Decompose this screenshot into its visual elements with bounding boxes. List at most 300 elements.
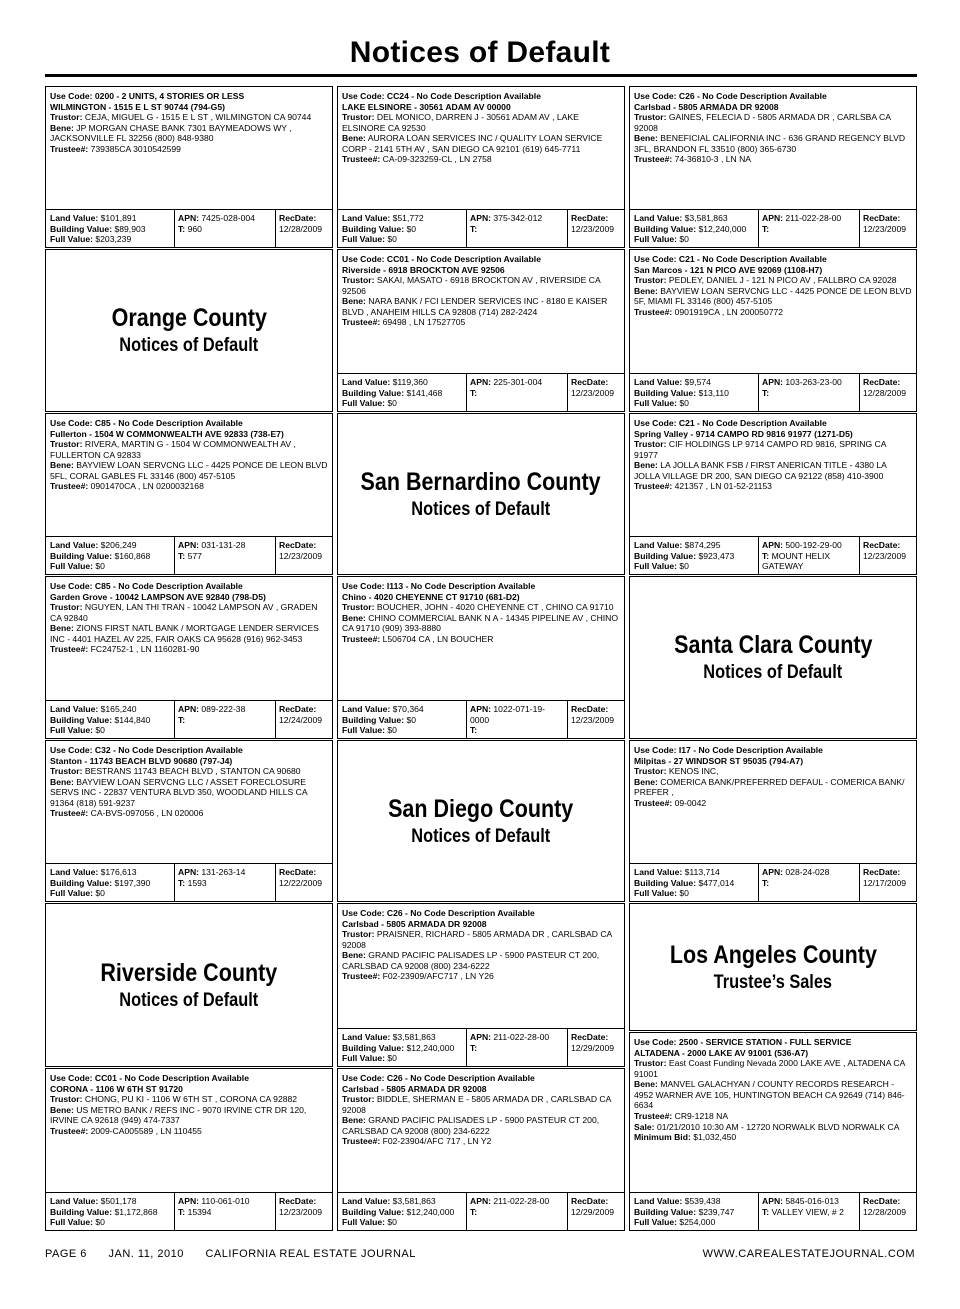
trustor-line bbox=[634, 112, 912, 133]
recdate-cell bbox=[568, 210, 624, 247]
recdate-cell bbox=[860, 1193, 916, 1230]
county-subtitle: Notices of Default bbox=[411, 498, 551, 520]
t-label: T: bbox=[470, 387, 478, 398]
apn-value: 225-301-004 bbox=[493, 377, 543, 387]
bene-line bbox=[50, 460, 328, 481]
record-card bbox=[337, 1068, 625, 1231]
title-rule bbox=[45, 74, 917, 77]
recdate-label: RecDate: bbox=[279, 867, 317, 877]
values-cell bbox=[338, 210, 467, 247]
land-value-label: Land Value: bbox=[342, 1196, 391, 1206]
apn-value: 211-022-28-00 bbox=[493, 1032, 550, 1042]
recdate-value: 12/24/2009 bbox=[279, 714, 323, 725]
trustee-line bbox=[634, 154, 912, 165]
t-label: T: bbox=[762, 1206, 770, 1217]
recdate-value: 12/17/2009 bbox=[863, 877, 907, 888]
county-name: San Bernardino County bbox=[360, 467, 602, 496]
bene-value: GRAND PACIFIC PALISADES LP - 5900 PASTEUR CT 200, CARLSBAD CA 92008 (800) 234-6222 bbox=[342, 950, 600, 971]
apn-value: 131-263-14 bbox=[201, 867, 246, 877]
county-header-san-diego bbox=[337, 740, 625, 902]
apn-label: APN: bbox=[178, 540, 200, 550]
land-value: $51,772 bbox=[392, 213, 424, 223]
recdate-value: 12/23/2009 bbox=[279, 550, 323, 561]
bene-line bbox=[634, 777, 912, 798]
full-value-label: Full Value: bbox=[50, 561, 93, 572]
land-value: $3,581,863 bbox=[392, 1032, 436, 1042]
building-value-label: Building Value: bbox=[342, 223, 405, 234]
building-value: $923,473 bbox=[698, 550, 735, 561]
trustee-label: Trustee#: bbox=[50, 143, 89, 154]
record-details bbox=[630, 1033, 916, 1192]
recdate-label: RecDate: bbox=[571, 1032, 609, 1042]
apn-value: 7425-028-004 bbox=[201, 213, 255, 223]
full-value: $0 bbox=[95, 1217, 105, 1228]
use-code: Use Code: I17 - No Code Description Available bbox=[634, 745, 823, 755]
t-label: T: bbox=[178, 223, 186, 234]
bene-value: BAYVIEW LOAN SERVCNG LLC / ASSET FORECLOSURE SERVS INC - 22837 VENTURA BLVD 350, WOODLAND HILLS CA 91364 (818) 591-9237 bbox=[50, 776, 308, 808]
t-value: MOUNT HELIX GATEWAY bbox=[762, 550, 831, 572]
trustor-value: RIVERA, MARTIN G - 1504 W COMMONWEALTH AV , FULLERTON CA 92833 bbox=[50, 439, 296, 460]
apn-label: APN: bbox=[178, 213, 200, 223]
record-card bbox=[337, 576, 625, 739]
bene-label: Bene: bbox=[342, 950, 366, 961]
building-value-label: Building Value: bbox=[342, 387, 405, 398]
apn-cell bbox=[467, 701, 568, 738]
record-card bbox=[629, 740, 917, 902]
property-address: Carlsbad - 5805 ARMADA DR 92008 bbox=[342, 918, 487, 929]
recdate-label: RecDate: bbox=[571, 377, 609, 387]
building-value-label: Building Value: bbox=[342, 1206, 405, 1217]
apn-cell bbox=[467, 210, 568, 247]
apn-cell bbox=[175, 864, 276, 901]
land-value-label: Land Value: bbox=[50, 540, 99, 550]
trustee-value: 69498 , LN 17527705 bbox=[382, 317, 466, 328]
bene-label: Bene: bbox=[50, 460, 74, 471]
page-number: PAGE 6 bbox=[45, 1248, 87, 1260]
apn-cell bbox=[759, 374, 860, 411]
t-label: T: bbox=[762, 387, 770, 398]
property-address: Carlsbad - 5805 ARMADA DR 92008 bbox=[342, 1083, 487, 1094]
full-value: $0 bbox=[387, 398, 397, 409]
t-label: T: bbox=[470, 223, 478, 234]
recdate-value: 12/28/2009 bbox=[863, 387, 907, 398]
trustee-line bbox=[50, 808, 328, 819]
trustor-label: Trustor: bbox=[50, 439, 83, 450]
land-value: $176,613 bbox=[100, 867, 137, 877]
trustee-line bbox=[342, 154, 620, 165]
trustor-value: GAINES, FELECIA D - 5805 ARMADA DR , CARLSBA CA 92008 bbox=[634, 112, 891, 133]
apn-label: APN: bbox=[470, 1196, 492, 1206]
record-values bbox=[338, 1028, 624, 1066]
property-address: San Marcos - 121 N PICO AVE 92069 (1108-H7) bbox=[634, 264, 823, 275]
t-label: T: bbox=[762, 223, 770, 234]
bene-label: Bene: bbox=[50, 623, 74, 634]
recdate-cell bbox=[276, 210, 332, 247]
trustor-value: DEL MONICO, DARREN J - 30561 ADAM AV , LAKE ELSINORE CA 92530 bbox=[342, 112, 579, 133]
apn-label: APN: bbox=[470, 1032, 492, 1042]
full-value-label: Full Value: bbox=[342, 1053, 385, 1064]
record-values bbox=[46, 536, 332, 574]
trustor-label: Trustor: bbox=[342, 602, 375, 613]
trustee-value: 09-0042 bbox=[674, 797, 707, 808]
full-value: $0 bbox=[679, 888, 689, 899]
apn-cell bbox=[175, 537, 276, 574]
recdate-label: RecDate: bbox=[863, 377, 901, 387]
building-value-label: Building Value: bbox=[634, 550, 697, 561]
trustor-value: SAKAI, MASATO - 6918 BROCKTON AV , RIVERSIDE CA 92506 bbox=[342, 275, 601, 296]
bene-value: COMERICA BANK/PREFERRED DEFAUL - COMERICA BANK/ PREFER , bbox=[634, 776, 905, 798]
land-value: $3,581,863 bbox=[684, 213, 728, 223]
building-value-label: Building Value: bbox=[342, 1042, 405, 1053]
record-values bbox=[46, 1192, 332, 1230]
full-value: $0 bbox=[387, 1217, 397, 1228]
trustor-label: Trustor: bbox=[50, 766, 83, 777]
record-card bbox=[337, 249, 625, 412]
trustee-label: Trustee#: bbox=[342, 317, 381, 328]
property-address: Carlsbad - 5805 ARMADA DR 92008 bbox=[634, 101, 779, 112]
recdate-label: RecDate: bbox=[279, 704, 317, 714]
property-address: WILMINGTON - 1515 E L ST 90744 (794-G5) bbox=[50, 101, 225, 112]
full-value-label: Full Value: bbox=[50, 234, 93, 245]
land-value: $70,364 bbox=[392, 704, 424, 714]
min-bid-line bbox=[634, 1132, 912, 1143]
full-value: $0 bbox=[679, 234, 689, 245]
recdate-label: RecDate: bbox=[279, 540, 317, 550]
land-value: $113,714 bbox=[684, 867, 720, 877]
values-cell bbox=[630, 864, 759, 901]
building-value-label: Building Value: bbox=[50, 223, 113, 234]
recdate-value: 12/28/2009 bbox=[279, 223, 323, 234]
recdate-cell bbox=[276, 537, 332, 574]
county-name: Santa Clara County bbox=[673, 631, 873, 659]
property-address: LAKE ELSINORE - 30561 ADAM AV 00000 bbox=[342, 101, 511, 112]
trustor-line bbox=[634, 439, 912, 460]
land-value-label: Land Value: bbox=[634, 213, 683, 223]
record-details bbox=[630, 741, 916, 863]
t-label: T: bbox=[470, 1206, 478, 1217]
building-value: $12,240,000 bbox=[698, 223, 747, 234]
trustee-label: Trustee#: bbox=[634, 306, 673, 317]
apn-cell bbox=[759, 864, 860, 901]
full-value: $0 bbox=[95, 888, 105, 899]
apn-value: 211-022-28-00 bbox=[493, 1196, 550, 1206]
full-value: $0 bbox=[679, 561, 689, 572]
full-value-label: Full Value: bbox=[634, 234, 677, 245]
trustor-line bbox=[634, 275, 912, 286]
apn-cell bbox=[175, 210, 276, 247]
county-name: Orange County bbox=[111, 304, 267, 332]
trustor-label: Trustor: bbox=[634, 439, 667, 450]
land-value: $9,574 bbox=[684, 377, 711, 387]
recdate-value: 12/23/2009 bbox=[571, 223, 615, 234]
recdate-value: 12/22/2009 bbox=[279, 877, 323, 888]
property-address: CORONA - 1106 W 6TH ST 91720 bbox=[50, 1083, 183, 1094]
full-value-label: Full Value: bbox=[50, 1217, 93, 1228]
trustee-label: Trustee#: bbox=[342, 971, 381, 982]
values-cell bbox=[338, 1029, 467, 1066]
apn-value: 103-263-23-00 bbox=[785, 377, 842, 387]
bene-value: GRAND PACIFIC PALISADES LP - 5900 PASTEUR CT 200, CARLSBAD CA 92008 (800) 234-6222 bbox=[342, 1115, 600, 1136]
full-value: $203,239 bbox=[95, 234, 132, 245]
property-address: Chino - 4020 CHEYENNE CT 91710 (681-D2) bbox=[342, 591, 520, 602]
trustee-label: Trustee#: bbox=[342, 154, 381, 165]
trustee-line bbox=[634, 307, 912, 318]
building-value: $239,747 bbox=[698, 1206, 735, 1217]
record-values bbox=[46, 700, 332, 738]
record-details bbox=[46, 1069, 332, 1192]
record-details bbox=[46, 741, 332, 863]
apn-label: APN: bbox=[470, 377, 492, 387]
trustor-line bbox=[342, 112, 620, 133]
bene-value: CHINO COMMERCIAL BANK N A - 14345 PIPELINE AV , CHINO CA 91710 (909) 393-8880 bbox=[342, 612, 619, 634]
record-values bbox=[630, 1192, 916, 1230]
use-code: Use Code: C32 - No Code Description Available bbox=[50, 745, 243, 755]
record-details bbox=[630, 414, 916, 536]
trustee-value: CA-BVS-097056 , LN 020006 bbox=[90, 808, 204, 819]
property-address: Garden Grove - 10042 LAMPSON AVE 92840 (798-D5) bbox=[50, 591, 266, 602]
record-card bbox=[45, 740, 333, 902]
apn-label: APN: bbox=[762, 1196, 784, 1206]
apn-label: APN: bbox=[178, 1196, 200, 1206]
recdate-label: RecDate: bbox=[863, 867, 901, 877]
full-value: $0 bbox=[95, 561, 105, 572]
property-address: Riverside - 6918 BROCKTON AVE 92506 bbox=[342, 264, 505, 275]
t-label: T: bbox=[470, 1042, 478, 1053]
trustee-line bbox=[50, 144, 328, 155]
trustor-value: PEDLEY, DANIEL J - 121 N PICO AV , FALLBRO CA 92028 bbox=[668, 275, 897, 286]
t-label: T: bbox=[178, 877, 186, 888]
t-label: T: bbox=[178, 714, 186, 725]
use-code: Use Code: 2500 - SERVICE STATION - FULL SERVICE bbox=[634, 1037, 852, 1047]
land-value: $501,178 bbox=[100, 1196, 137, 1206]
land-value-label: Land Value: bbox=[50, 867, 99, 877]
record-card bbox=[45, 576, 333, 739]
county-subtitle: Trustee’s Sales bbox=[713, 971, 833, 993]
recdate-label: RecDate: bbox=[571, 213, 609, 223]
county-name: Riverside County bbox=[100, 958, 278, 987]
property-address: ALTADENA - 2000 LAKE AV 91001 (536-A7) bbox=[634, 1047, 809, 1058]
use-code: Use Code: CC01 - No Code Description Available bbox=[342, 254, 541, 264]
land-value: $101,891 bbox=[100, 213, 137, 223]
values-cell bbox=[630, 1193, 759, 1230]
apn-cell bbox=[467, 374, 568, 411]
county-name: Los Angeles County bbox=[669, 940, 877, 969]
journal-name: CALIFORNIA REAL ESTATE JOURNAL bbox=[205, 1248, 416, 1260]
use-code: Use Code: I113 - No Code Description Available bbox=[342, 581, 536, 591]
values-cell bbox=[46, 701, 175, 738]
bene-line bbox=[634, 460, 912, 481]
trustor-line bbox=[342, 275, 620, 296]
trustor-line bbox=[342, 602, 620, 613]
county-subtitle: Notices of Default bbox=[411, 825, 551, 847]
county-subtitle: Notices of Default bbox=[119, 989, 259, 1011]
use-code: Use Code: C26 - No Code Description Available bbox=[342, 908, 535, 918]
building-value: $477,014 bbox=[698, 877, 735, 888]
bene-value: JP MORGAN CHASE BANK 7301 BAYMEADOWS WY , JACKSONVILLE FL 32256 (800) 848-9380 bbox=[50, 122, 292, 144]
use-code: Use Code: C85 - No Code Description Available bbox=[50, 581, 243, 591]
full-value: $0 bbox=[679, 398, 689, 409]
trustor-label: Trustor: bbox=[50, 602, 83, 613]
land-value-label: Land Value: bbox=[634, 1196, 683, 1206]
trustee-label: Trustee#: bbox=[634, 797, 673, 808]
apn-value: 110-061-010 bbox=[201, 1196, 250, 1206]
building-value: $160,868 bbox=[114, 550, 151, 561]
trustor-value: KENOS INC, bbox=[668, 766, 719, 777]
record-details bbox=[46, 87, 332, 209]
t-label: T: bbox=[762, 877, 770, 888]
use-code: Use Code: CC24 - No Code Description Available bbox=[342, 91, 541, 101]
t-value: 577 bbox=[187, 550, 202, 561]
property-address: Milpitas - 27 WINDSOR ST 95035 (794-A7) bbox=[634, 755, 804, 766]
apn-label: APN: bbox=[762, 213, 784, 223]
trustor-label: Trustor: bbox=[634, 275, 667, 286]
apn-cell bbox=[759, 210, 860, 247]
values-cell bbox=[46, 210, 175, 247]
use-code: Use Code: CC01 - No Code Description Available bbox=[50, 1073, 249, 1083]
trustee-label: Trustee#: bbox=[50, 1125, 89, 1136]
apn-value: 211-022-28-00 bbox=[785, 213, 842, 223]
trustee-label: Trustee#: bbox=[342, 1136, 381, 1147]
trustee-value: 2009-CA005589 , LN 110455 bbox=[90, 1125, 202, 1136]
building-value: $13,110 bbox=[698, 387, 729, 398]
building-value-label: Building Value: bbox=[634, 387, 697, 398]
trustor-line bbox=[634, 766, 912, 777]
record-values bbox=[630, 373, 916, 411]
recdate-cell bbox=[276, 701, 332, 738]
land-value-label: Land Value: bbox=[342, 1032, 391, 1042]
website-link[interactable]: WWW.CAREALESTATEJOURNAL.COM bbox=[702, 1248, 915, 1260]
trustee-label: Trustee#: bbox=[634, 481, 673, 492]
record-details bbox=[338, 1069, 624, 1192]
recdate-value: 12/23/2009 bbox=[863, 223, 907, 234]
trustor-value: CEJA, MIGUEL G - 1515 E L ST , WILMINGTON CA 90744 bbox=[84, 112, 312, 123]
record-details bbox=[630, 250, 916, 373]
building-value: $141,468 bbox=[406, 387, 443, 398]
values-cell bbox=[46, 864, 175, 901]
full-value: $0 bbox=[387, 234, 397, 245]
record-details bbox=[338, 87, 624, 209]
trustor-value: CIF HOLDINGS LP 9714 CAMPO RD 9816, SPRING CA 91977 bbox=[634, 439, 887, 460]
county-header-orange bbox=[45, 249, 333, 412]
recdate-cell bbox=[860, 864, 916, 901]
trustee-line bbox=[342, 317, 620, 328]
full-value: $254,000 bbox=[679, 1217, 716, 1228]
building-value-label: Building Value: bbox=[50, 1206, 113, 1217]
footer-left bbox=[45, 1248, 434, 1260]
recdate-label: RecDate: bbox=[279, 1196, 317, 1206]
apn-value: 028-24-028 bbox=[785, 867, 830, 877]
building-value-label: Building Value: bbox=[50, 877, 113, 888]
land-value-label: Land Value: bbox=[50, 213, 99, 223]
recdate-cell bbox=[568, 374, 624, 411]
county-header-riverside bbox=[45, 903, 333, 1067]
county-header-los-angeles bbox=[629, 903, 917, 1031]
record-values bbox=[630, 536, 916, 574]
trustor-label: Trustor: bbox=[634, 112, 667, 123]
trustor-value: East Coast Funding Nevada 2000 LAKE AVE , ALTADENA CA 91001 bbox=[634, 1058, 905, 1079]
building-value: $0 bbox=[406, 714, 417, 725]
land-value: $119,360 bbox=[392, 377, 428, 387]
trustee-value: CA-09-323259-CL , LN 2758 bbox=[382, 154, 492, 165]
full-value-label: Full Value: bbox=[634, 1217, 677, 1228]
trustor-line bbox=[50, 112, 328, 123]
full-value: $0 bbox=[95, 725, 105, 736]
record-card bbox=[629, 413, 917, 575]
t-value: 15394 bbox=[187, 1206, 212, 1217]
bene-line bbox=[634, 286, 912, 307]
recdate-value: 12/28/2009 bbox=[863, 1206, 907, 1217]
recdate-value: 12/23/2009 bbox=[571, 714, 615, 725]
recdate-label: RecDate: bbox=[571, 704, 609, 714]
building-value: $0 bbox=[406, 223, 417, 234]
t-value: 960 bbox=[187, 223, 202, 234]
recdate-cell bbox=[568, 1193, 624, 1230]
building-value: $1,172,868 bbox=[114, 1206, 158, 1217]
trustee-value: 0901919CA , LN 200050772 bbox=[674, 306, 784, 317]
sale-line bbox=[634, 1122, 912, 1133]
bene-line bbox=[50, 623, 328, 644]
county-subtitle: Notices of Default bbox=[703, 662, 843, 683]
use-code: Use Code: C21 - No Code Description Available bbox=[634, 254, 827, 264]
recdate-label: RecDate: bbox=[863, 540, 901, 550]
trustee-label: Trustee#: bbox=[50, 644, 89, 655]
values-cell bbox=[630, 210, 759, 247]
record-values bbox=[630, 209, 916, 247]
bene-label: Bene: bbox=[342, 612, 366, 623]
values-cell bbox=[46, 1193, 175, 1230]
trustee-value: 421357 , LN 01-52-21153 bbox=[674, 481, 772, 492]
bene-line bbox=[50, 123, 328, 144]
values-cell bbox=[630, 374, 759, 411]
full-value-label: Full Value: bbox=[342, 234, 385, 245]
apn-cell bbox=[759, 537, 860, 574]
recdate-cell bbox=[568, 1029, 624, 1066]
trustee-line bbox=[50, 481, 328, 492]
land-value: $3,581,863 bbox=[392, 1196, 436, 1206]
trustor-line bbox=[634, 1058, 912, 1079]
values-cell bbox=[338, 1193, 467, 1230]
trustor-value: NGUYEN, LAN THI TRAN - 10042 LAMPSON AV , GRADEN CA 92840 bbox=[50, 602, 318, 623]
building-value-label: Building Value: bbox=[634, 1206, 697, 1217]
record-details bbox=[46, 414, 332, 536]
recdate-label: RecDate: bbox=[863, 213, 901, 223]
trustor-label: Trustor: bbox=[634, 1058, 667, 1069]
t-label: T: bbox=[470, 725, 478, 736]
record-card bbox=[337, 86, 625, 248]
apn-label: APN: bbox=[762, 377, 784, 387]
record-values bbox=[630, 863, 916, 901]
bene-value: ZIONS FIRST NATL BANK / MORTGAGE LENDER SERVICES INC - 4401 HAZEL AV 225, FAIR OAKS CA 95628 (916) 962-3453 bbox=[50, 623, 319, 644]
county-header-san-bernardino bbox=[337, 413, 625, 575]
building-value: $12,240,000 bbox=[406, 1206, 455, 1217]
use-code: Use Code: C85 - No Code Description Available bbox=[50, 418, 243, 428]
full-value-label: Full Value: bbox=[342, 725, 385, 736]
trustor-line bbox=[342, 1094, 620, 1115]
apn-label: APN: bbox=[178, 867, 200, 877]
building-value-label: Building Value: bbox=[634, 877, 697, 888]
trustor-label: Trustor: bbox=[342, 275, 375, 286]
building-value-label: Building Value: bbox=[634, 223, 697, 234]
bene-value: NARA BANK / FCI LENDER SERVICES INC - 8180 E KAISER BLVD , ANAHEIM HILLS CA 92808 (714) 282-2424 bbox=[342, 296, 608, 317]
building-value-label: Building Value: bbox=[50, 550, 113, 561]
recdate-cell bbox=[276, 1193, 332, 1230]
trustee-value: 0901470CA , LN 0200032168 bbox=[90, 481, 204, 492]
recdate-value: 12/23/2009 bbox=[279, 1206, 323, 1217]
land-value: $206,249 bbox=[100, 540, 137, 550]
trustee-line bbox=[50, 1126, 328, 1137]
values-cell bbox=[46, 537, 175, 574]
apn-value: 031-131-28 bbox=[201, 540, 246, 550]
